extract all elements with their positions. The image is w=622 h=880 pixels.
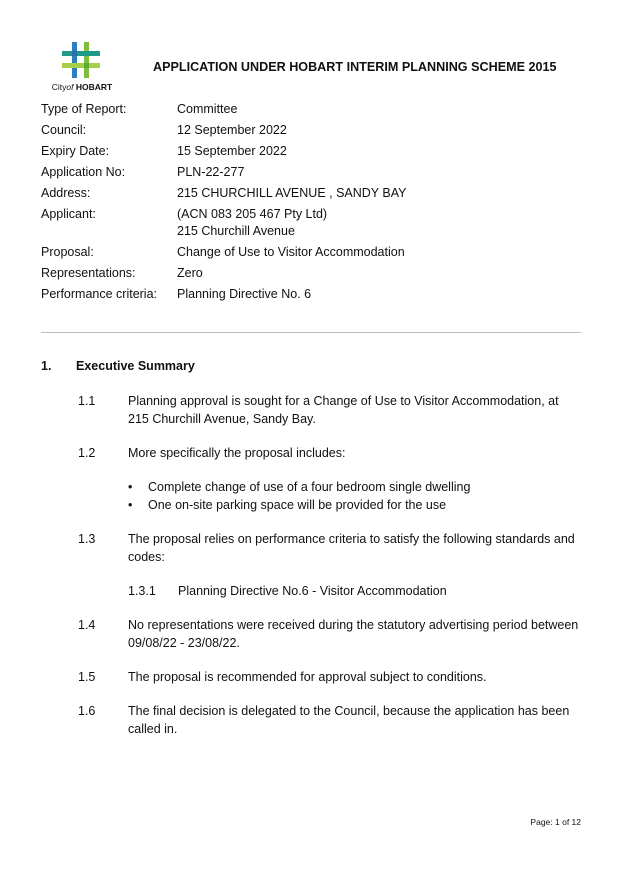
paragraph-1-2 bbox=[78, 445, 580, 463]
paragraph-1-5 bbox=[78, 669, 580, 687]
info-label: Representations: bbox=[41, 266, 136, 280]
paragraph-text: The proposal relies on performance criteria to satisfy the following standards and codes: bbox=[128, 532, 575, 564]
section-title: Executive Summary bbox=[76, 359, 195, 373]
subitem-number: 1.3.1 bbox=[128, 584, 156, 598]
document-title: APPLICATION UNDER HOBART INTERIM PLANNING SCHEME 2015 bbox=[153, 60, 557, 74]
info-value: 12 September 2022 bbox=[177, 123, 287, 137]
paragraph-1-1 bbox=[78, 393, 580, 428]
info-row-applicant bbox=[41, 206, 581, 240]
paragraph-1-4 bbox=[78, 617, 580, 652]
section-heading bbox=[41, 358, 581, 375]
info-value: Committee bbox=[177, 102, 238, 116]
paragraph-text: The proposal is recommended for approval subject to conditions. bbox=[128, 670, 487, 684]
bullet-text: Complete change of use of a four bedroom single dwelling bbox=[148, 480, 471, 494]
paragraph-number: 1.6 bbox=[78, 704, 96, 718]
info-row-expiry bbox=[41, 143, 581, 160]
section-number: 1. bbox=[41, 359, 52, 373]
info-value: 215 CHURCHILL AVENUE , SANDY BAY bbox=[177, 186, 407, 200]
info-value: PLN-22-277 bbox=[177, 165, 245, 179]
paragraph-number: 1.2 bbox=[78, 446, 96, 460]
applicant-line-2: 215 Churchill Avenue bbox=[177, 224, 295, 238]
info-row-address bbox=[41, 185, 581, 202]
city-of-hobart-logo bbox=[46, 42, 118, 96]
info-value bbox=[177, 206, 581, 240]
applicant-line-1: (ACN 083 205 467 Pty Ltd) bbox=[177, 207, 328, 221]
info-row-council bbox=[41, 122, 581, 139]
info-value: 15 September 2022 bbox=[177, 144, 287, 158]
paragraph-number: 1.5 bbox=[78, 670, 96, 684]
info-value: Planning Directive No. 6 bbox=[177, 287, 312, 301]
logo-wordmark: Cityof HOBART bbox=[51, 82, 113, 92]
info-label: Performance criteria: bbox=[41, 287, 158, 301]
list-item bbox=[128, 497, 578, 515]
bullet-icon: • bbox=[128, 497, 133, 512]
info-label: Address: bbox=[41, 186, 91, 200]
paragraph-number: 1.4 bbox=[78, 618, 96, 632]
info-label: Council: bbox=[41, 123, 87, 137]
info-label: Application No: bbox=[41, 165, 126, 179]
hobart-logo-icon bbox=[62, 42, 100, 78]
info-value: Change of Use to Visitor Accommodation bbox=[177, 245, 405, 259]
info-row-performance-criteria bbox=[41, 286, 581, 303]
paragraph-number: 1.1 bbox=[78, 394, 96, 408]
list-item bbox=[128, 479, 578, 497]
page-number: Page: 1 of 12 bbox=[530, 817, 581, 827]
info-value: Zero bbox=[177, 266, 203, 280]
info-row-type bbox=[41, 101, 581, 118]
subitem-text: Planning Directive No.6 - Visitor Accommodation bbox=[178, 584, 447, 598]
paragraph-text: The final decision is delegated to the Council, because the application has been called in. bbox=[128, 704, 570, 736]
paragraph-text: More specifically the proposal includes: bbox=[128, 446, 346, 460]
info-row-proposal bbox=[41, 244, 581, 261]
application-details bbox=[41, 101, 581, 307]
info-label: Type of Report: bbox=[41, 102, 127, 116]
bullet-text: One on-site parking space will be provided for the use bbox=[148, 497, 447, 512]
subitem-1-3-1 bbox=[128, 583, 578, 601]
proposal-bullet-list bbox=[128, 479, 578, 514]
bullet-icon: • bbox=[128, 480, 133, 494]
section-divider bbox=[41, 332, 581, 333]
paragraph-number: 1.3 bbox=[78, 532, 96, 546]
info-row-representations bbox=[41, 265, 581, 282]
info-label: Proposal: bbox=[41, 245, 94, 259]
info-label: Applicant: bbox=[41, 207, 96, 221]
paragraph-1-6 bbox=[78, 703, 580, 738]
paragraph-text: No representations were received during the statutory advertising period between 09/08/22 - 23/08/22. bbox=[128, 618, 579, 650]
info-label: Expiry Date: bbox=[41, 144, 110, 158]
paragraph-1-3 bbox=[78, 531, 580, 566]
paragraph-text: Planning approval is sought for a Change of Use to Visitor Accommodation, at 215 Churchill Avenue, Sandy Bay. bbox=[128, 394, 559, 426]
info-row-application-no bbox=[41, 164, 581, 181]
